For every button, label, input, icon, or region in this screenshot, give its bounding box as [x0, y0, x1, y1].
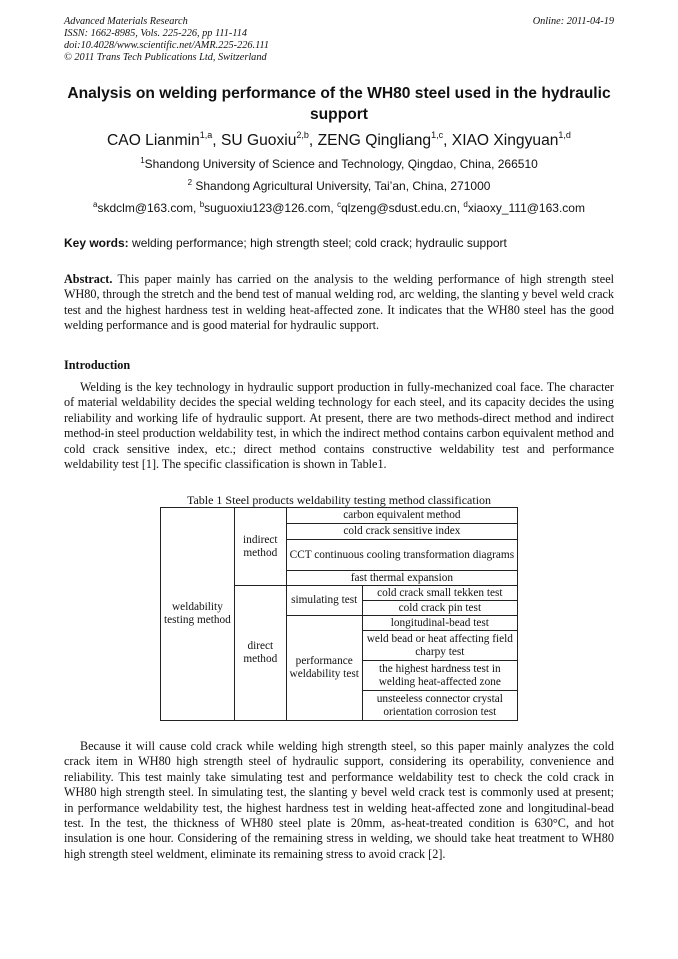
author-name: XIAO Xingyuan: [451, 132, 559, 149]
table-cell: longitudinal-bead test: [362, 616, 517, 631]
author-name: SU Guoxiu: [220, 132, 297, 149]
direct-method-cell: direct method: [234, 586, 286, 721]
table-cell: cold crack pin test: [362, 601, 517, 616]
author-name: CAO Lianmin: [107, 132, 200, 149]
table-cell: unsteeless connector crystal orientation corrosion test: [362, 691, 517, 721]
abstract-text: This paper mainly has carried on the analysis to the welding performance of high strength steel WH80, through the stretch and the bend test of manual welding rod, arc welding, the slanting y bevel weld crack test and the highest hardness test in welding heat-affected zone. It indicates that the WH80 steel has the good welding performance and is good material for hydraulic support.: [64, 272, 614, 333]
affiliation-2: [40, 178, 638, 194]
affiliation-1: [40, 156, 638, 172]
author-sup: 1,d: [558, 130, 571, 140]
keywords: [64, 236, 507, 250]
simulating-test-cell: simulating test: [286, 586, 362, 616]
author-list: CAO Lianmin$^{1,a}$, SU Guoxiu$^{2,b}$, ZENG Qingliang$^{1,c}$, XIAO Xingyuan$^{1,d}$: [107, 130, 571, 149]
author-sup: 1,a: [199, 130, 213, 140]
table-caption: Table 1 Steel products weldability testing method classification: [186, 493, 492, 507]
journal-name: Advanced Materials Research: [64, 16, 188, 27]
intro-paragraph-1: Welding is the key technology in hydraulic support production in fully-mechanized coal face. The character of material weldability decides the special welding technology for each steel, and its capacity decides the using reliability and working life of hydraulic support. At present, there are two methods-direct method and indirect method-in steel production weldability test, in which the indirect method contains carbon equivalent method and cold crack sensitive index, etc.; direct method contains constructive weldability test and performance weldability test [1]. The specific classification is shown in Table1.: [64, 380, 614, 472]
abstract-label: Abstract.: [64, 272, 113, 286]
indirect-method-cell: indirect method: [234, 508, 286, 586]
affiliation-mark: 1: [140, 156, 145, 165]
section-heading: Introduction: [64, 358, 131, 372]
email[interactable]: skdclm@163.com: [97, 201, 194, 215]
affiliation-mark: 2: [187, 178, 193, 187]
email[interactable]: xiaoxy_111@163.com: [467, 201, 585, 215]
table-cell: carbon equivalent method: [286, 508, 517, 524]
table-cell: cold crack sensitive index: [286, 524, 517, 540]
email-mark: c: [337, 200, 342, 209]
table-cell: cold crack small tekken test: [362, 586, 517, 601]
journal-header: [64, 16, 269, 64]
paper-title: Analysis on welding performance of the WH80 steel used in the hydraulic support: [67, 85, 611, 123]
weldability-table: [160, 507, 518, 721]
intro-paragraph-2: Because it will cause cold crack while welding high strength steel, so this paper mainly analyzes the cold crack item in WH80 high strength steel of hydraulic support, considering its operability, convenience and reliability. This test mainly take simulating test and performance weldability test to check the cold crack in WH80 high strength steel. In simulating test, the slanting y bevel weld crack test is commonly used at present; in performance weldability test, the highest hardness test in welding heat-affected zone and longitudinal-bead test. In the test, the thickness of WH80 steel plate is 20mm, as-heat-treated condition is 630°C, and hot insulation is one hour. Considering of the remaining stress in welding, we should take heat treatment to WH80 high strength steel weldment, eliminate its remaining stress to avoid crack [2].: [64, 739, 614, 861]
online-date: Online: 2011-04-19: [532, 16, 614, 27]
author-sup: 2,b: [296, 130, 309, 140]
abstract: [64, 272, 614, 334]
keywords-label: Key words:: [64, 236, 129, 250]
affiliation-text: Shandong University of Science and Technology, Qingdao, China, 266510: [144, 157, 538, 171]
affiliation-text: Shandong Agricultural University, Tai’an, China, 271000: [195, 179, 491, 193]
author-name: ZENG Qingliang: [317, 132, 432, 149]
doi: doi:10.4028/www.scientific.net/AMR.225-226.111: [64, 40, 270, 51]
table-root-cell: weldability testing method: [161, 508, 235, 721]
copyright: © 2011 Trans Tech Publications Ltd, Switzerland: [64, 52, 267, 63]
author-sup: 1,c: [431, 130, 444, 140]
email-mark: d: [463, 200, 468, 209]
performance-test-cell: performance weldability test: [286, 616, 362, 721]
table-cell: CCT continuous cooling transformation diagrams: [286, 540, 517, 571]
email[interactable]: qlzeng@sdust.edu.cn: [341, 201, 457, 215]
table-cell: fast thermal expansion: [286, 571, 517, 586]
table-cell: the highest hardness test in welding heat-affected zone: [362, 661, 517, 691]
email-mark: b: [199, 200, 205, 209]
keywords-text: welding performance; high strength steel; cold crack; hydraulic support: [132, 236, 507, 250]
email-mark: a: [93, 200, 98, 209]
issn: ISSN: 1662-8985, Vols. 225-226, pp 111-114: [64, 28, 248, 39]
email[interactable]: suguoxiu123@126.com: [204, 201, 331, 215]
table-cell: weld bead or heat affecting field charpy test: [362, 631, 517, 661]
email-list: $^a$skdclm@163.com, $^b$suguoxiu123@126.com, $^c$qlzeng@sdust.edu.cn, $^d$xiaoxy_111@163.com: [93, 200, 585, 215]
